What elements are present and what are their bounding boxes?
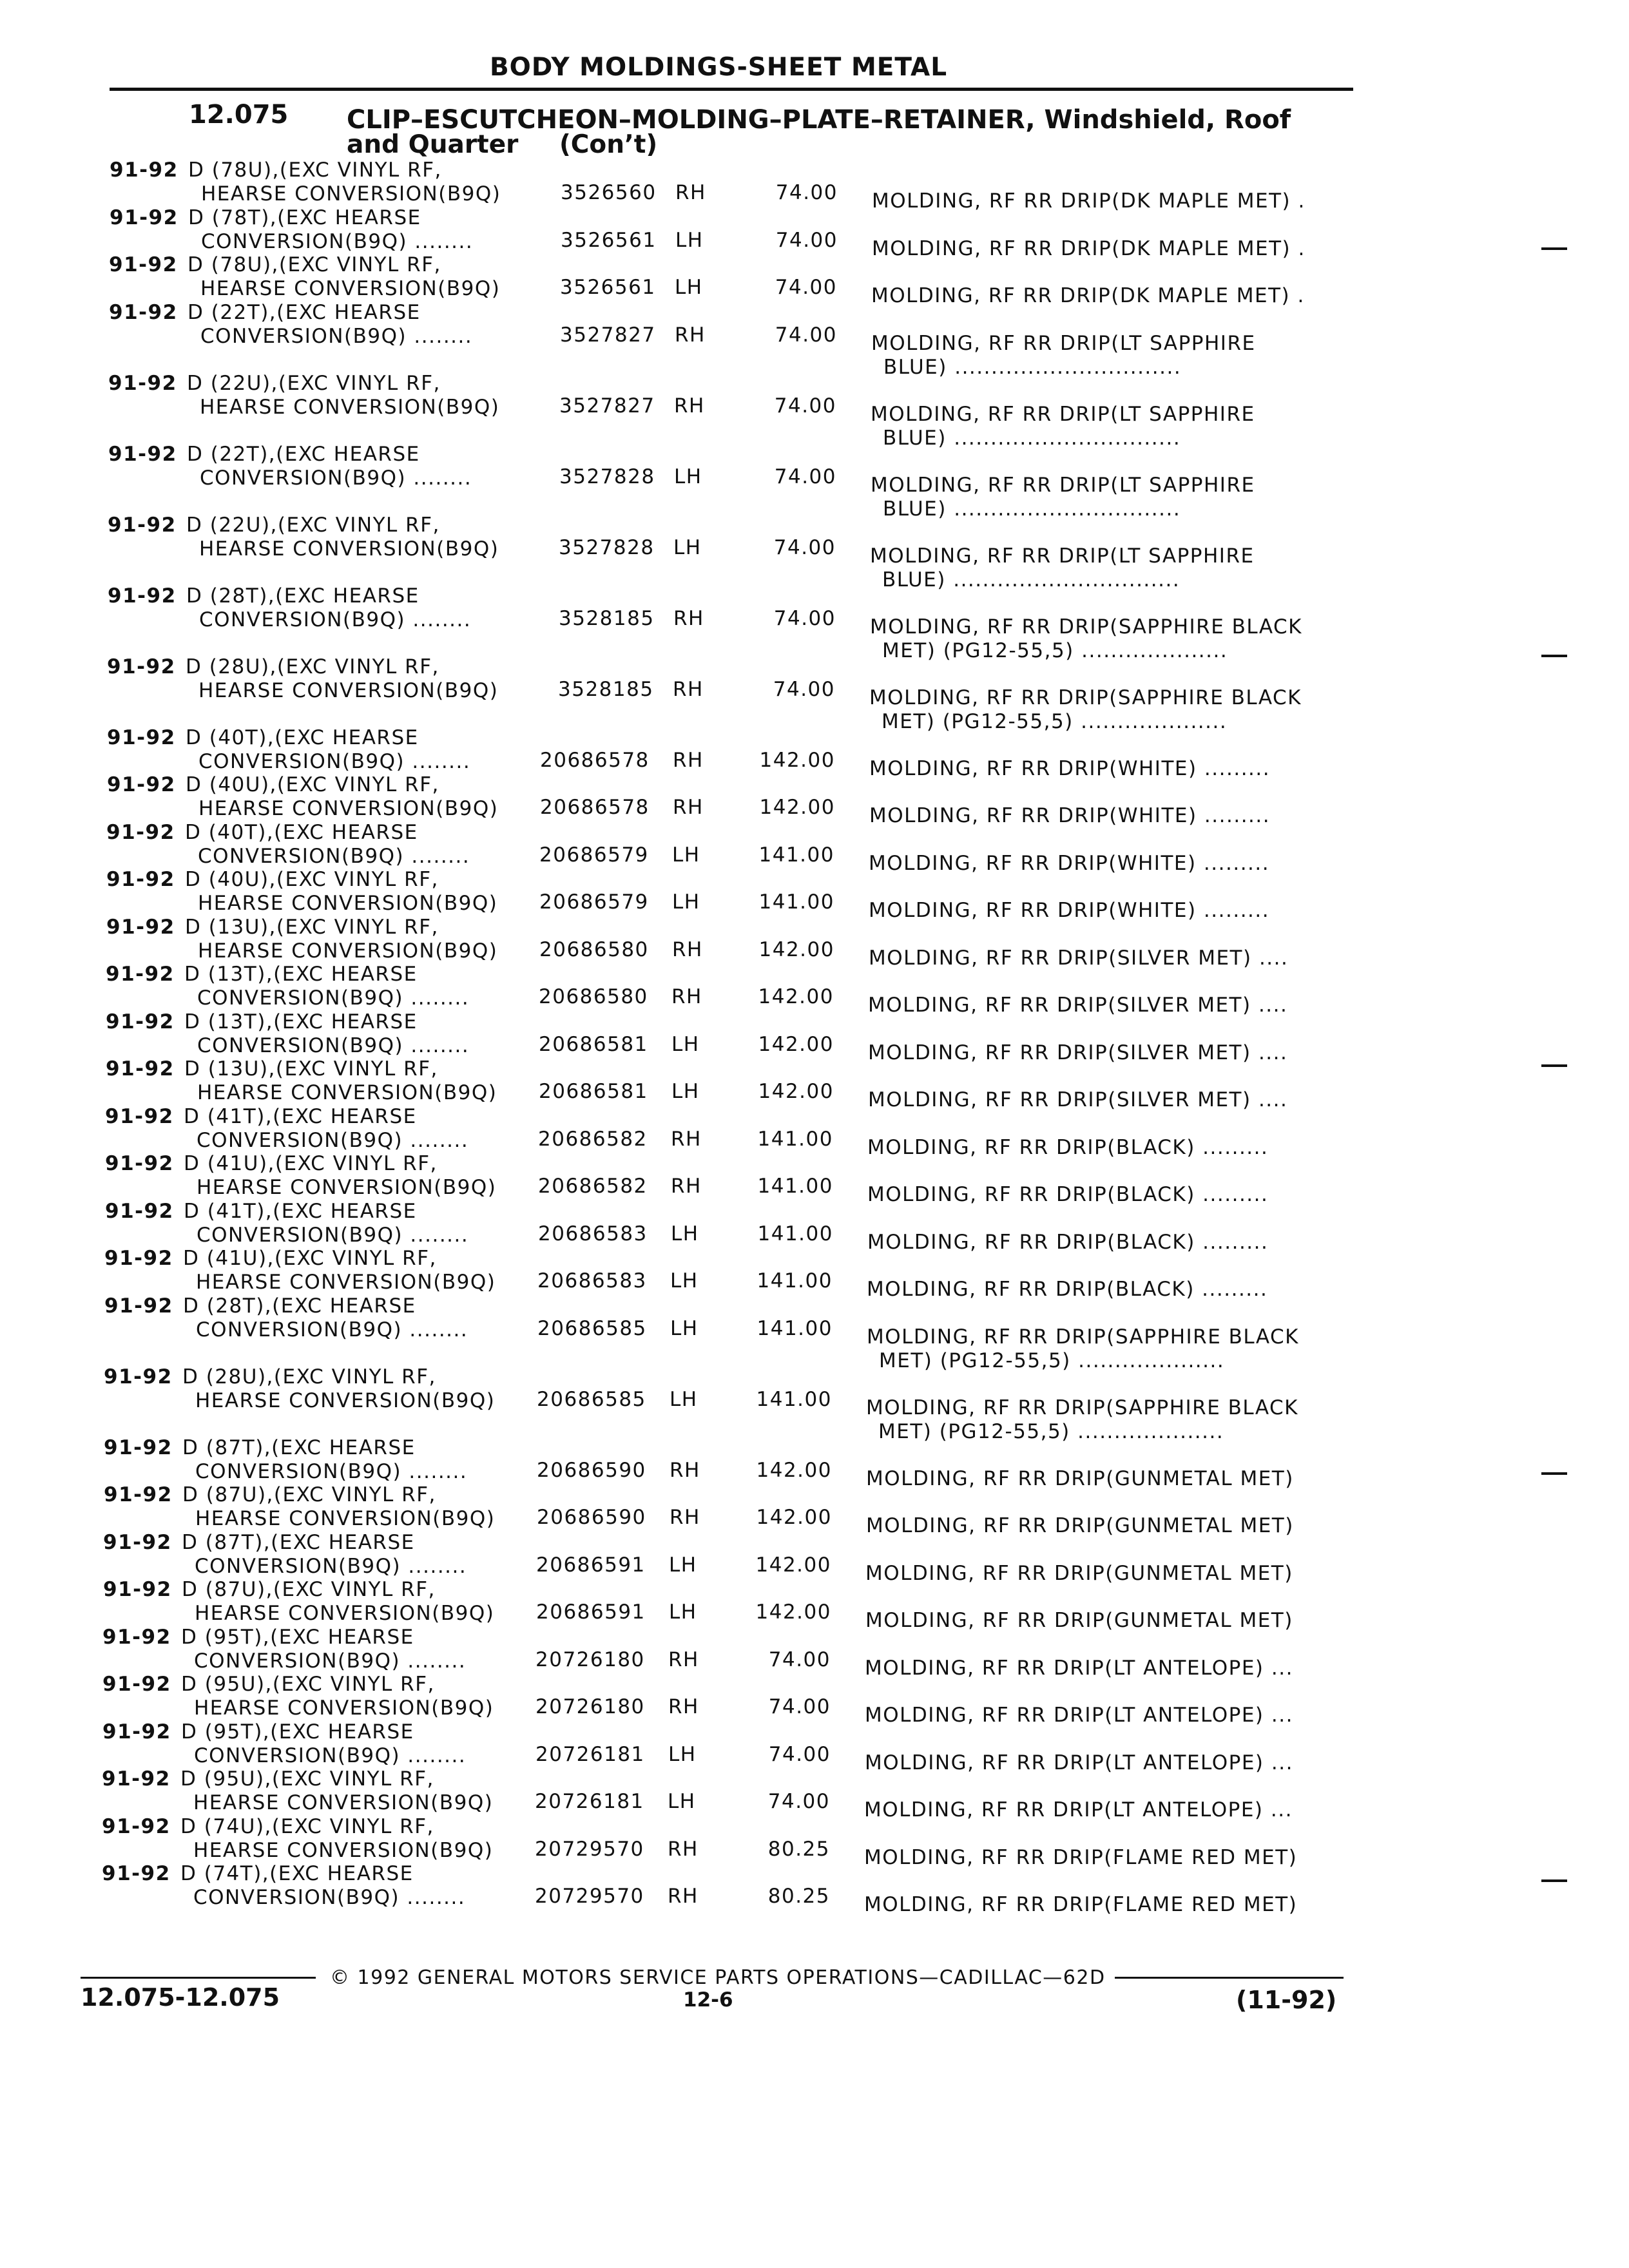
side-code: LH	[671, 1222, 699, 1245]
unit-price: 141.00	[756, 1387, 832, 1411]
application-line-2: HEARSE CONVERSION(B9Q)	[193, 1791, 494, 1814]
part-description-line-1: MOLDING, RF RR DRIP(SAPPHIRE BLACK	[870, 615, 1303, 639]
unit-price: 74.00	[775, 181, 838, 204]
model-year: 91-92	[107, 773, 176, 796]
model-year: 91-92	[110, 159, 178, 182]
application-line-1: D (74U),(EXC VINYL RF,	[180, 1814, 434, 1838]
part-description-line-1: MOLDING, RF RR DRIP(FLAME RED MET)	[864, 1893, 1298, 1916]
side-code: LH	[669, 1600, 697, 1624]
model-year: 91-92	[106, 915, 175, 939]
application-line-1: D (28U),(EXC VINYL RF,	[182, 1365, 436, 1389]
model-year: 91-92	[106, 1010, 175, 1033]
part-number: 20686590	[537, 1458, 646, 1482]
part-number: 20686583	[537, 1269, 647, 1293]
model-year: 91-92	[108, 371, 177, 395]
unit-price: 142.00	[759, 748, 835, 772]
part-description-line-1: MOLDING, RF RR DRIP(LT SAPPHIRE	[870, 544, 1255, 568]
application-line-1: D (87U),(EXC VINYL RF,	[182, 1483, 436, 1506]
model-year: 91-92	[108, 513, 177, 537]
part-description-line-1: MOLDING, RF RR DRIP(BLACK) .........	[867, 1278, 1268, 1301]
application-line-2: CONVERSION(B9Q) ........	[197, 1223, 469, 1247]
unit-price: 141.00	[757, 1269, 833, 1293]
part-number: 20686579	[539, 843, 649, 867]
unit-price: 74.00	[774, 394, 836, 418]
model-year: 91-92	[110, 206, 178, 229]
application-line-2: HEARSE CONVERSION(B9Q)	[198, 797, 499, 820]
header-rule	[110, 88, 1353, 91]
application-line-2: HEARSE CONVERSION(B9Q)	[201, 182, 501, 206]
model-year: 91-92	[104, 1365, 173, 1389]
application-line-1: D (22U),(EXC VINYL RF,	[187, 371, 441, 395]
part-description-line-1: MOLDING, RF RR DRIP(BLACK) .........	[867, 1135, 1269, 1159]
model-year: 91-92	[103, 1530, 172, 1554]
application-line-2: CONVERSION(B9Q) ........	[198, 749, 471, 773]
unit-price: 142.00	[755, 1553, 831, 1577]
application-line-2: CONVERSION(B9Q) ........	[200, 466, 472, 490]
part-number: 20726180	[535, 1695, 645, 1718]
unit-price: 74.00	[773, 677, 835, 701]
side-code: LH	[675, 228, 704, 252]
application-line-2: HEARSE CONVERSION(B9Q)	[197, 1176, 497, 1199]
part-number: 20686581	[539, 1032, 648, 1056]
model-year: 91-92	[105, 1152, 174, 1175]
unit-price: 141.00	[758, 890, 834, 914]
unit-price: 74.00	[775, 323, 837, 347]
unit-price: 74.00	[768, 1648, 831, 1671]
model-year: 91-92	[104, 1294, 173, 1318]
part-description-line-1: MOLDING, RF RR DRIP(GUNMETAL MET)	[866, 1514, 1294, 1537]
unit-price: 141.00	[757, 1222, 833, 1245]
part-description-line-2: MET) (PG12-55,5) ....................	[878, 1419, 1224, 1443]
model-year: 91-92	[105, 1104, 174, 1128]
part-description-line-1: MOLDING, RF RR DRIP(DK MAPLE MET) .	[872, 236, 1306, 260]
application-line-2: HEARSE CONVERSION(B9Q)	[199, 537, 499, 561]
part-number: 3526560	[561, 181, 657, 204]
application-line-2: CONVERSION(B9Q) ........	[194, 1744, 467, 1767]
part-description-line-1: MOLDING, RF RR DRIP(GUNMETAL MET)	[865, 1609, 1293, 1632]
part-number: 20729570	[535, 1885, 644, 1908]
side-code: RH	[668, 1837, 699, 1861]
part-description-line-1: MOLDING, RF RR DRIP(LT SAPPHIRE	[871, 473, 1255, 497]
part-number: 20726181	[535, 1790, 644, 1813]
application-line-2: CONVERSION(B9Q) ........	[199, 608, 472, 631]
model-year: 91-92	[102, 1767, 171, 1791]
side-code: RH	[673, 796, 704, 819]
application-line-2: CONVERSION(B9Q) ........	[196, 1318, 468, 1341]
section-subtitle-text: and Quarter	[347, 130, 519, 159]
application-line-2: CONVERSION(B9Q) ........	[195, 1554, 467, 1578]
side-code: LH	[674, 465, 702, 488]
application-line-1: D (13T),(EXC HEARSE	[184, 1010, 418, 1033]
part-description-line-1: MOLDING, RF RR DRIP(DK MAPLE MET) .	[871, 284, 1305, 307]
model-year: 91-92	[106, 1057, 175, 1081]
part-description-line-2: BLUE) ...............................	[883, 426, 1181, 450]
application-line-1: D (78U),(EXC VINYL RF,	[188, 159, 442, 182]
part-number: 20729570	[535, 1837, 644, 1861]
application-line-1: D (74T),(EXC HEARSE	[180, 1862, 414, 1885]
footer-section-range: 12.075-12.075	[81, 1983, 280, 2012]
part-number: 20686578	[540, 796, 650, 819]
part-description-line-1: MOLDING, RF RR DRIP(SILVER MET) ....	[868, 1041, 1288, 1064]
part-number: 20686585	[537, 1387, 646, 1411]
part-number: 20686591	[536, 1600, 646, 1624]
part-number: 3527827	[560, 323, 656, 347]
unit-price: 142.00	[758, 937, 834, 961]
part-description-line-1: MOLDING, RF RR DRIP(SAPPHIRE BLACK	[869, 686, 1302, 709]
application-line-1: D (78T),(EXC HEARSE	[188, 206, 421, 229]
side-code: RH	[668, 1695, 699, 1718]
unit-price: 142.00	[758, 1032, 834, 1056]
side-code: LH	[671, 1080, 700, 1103]
application-line-2: CONVERSION(B9Q) ........	[201, 229, 474, 253]
part-number: 20686582	[538, 1175, 648, 1198]
model-year: 91-92	[102, 1673, 171, 1696]
part-description-line-1: MOLDING, RF RR DRIP(WHITE) .........	[869, 804, 1271, 827]
part-number: 20686585	[537, 1316, 647, 1340]
model-year: 91-92	[108, 584, 177, 608]
application-line-2: HEARSE CONVERSION(B9Q)	[195, 1389, 496, 1412]
unit-price: 74.00	[768, 1742, 831, 1766]
unit-price: 74.00	[767, 1790, 830, 1813]
footer-date-code: (11-92)	[1236, 1986, 1337, 2014]
application-line-1: D (87U),(EXC VINYL RF,	[182, 1578, 436, 1601]
application-line-2: HEARSE CONVERSION(B9Q)	[198, 892, 498, 915]
unit-price: 141.00	[758, 843, 834, 867]
side-code: LH	[672, 843, 700, 867]
part-number: 20686578	[540, 748, 650, 772]
part-number: 20686583	[538, 1222, 648, 1245]
side-code: LH	[672, 890, 700, 914]
part-number: 20726181	[535, 1742, 645, 1766]
side-code: LH	[670, 1269, 699, 1293]
part-description-line-1: MOLDING, RF RR DRIP(BLACK) .........	[867, 1230, 1269, 1254]
part-description-line-1: MOLDING, RF RR DRIP(LT SAPPHIRE	[871, 402, 1255, 426]
unit-price: 142.00	[759, 796, 835, 819]
side-code: RH	[671, 1127, 702, 1151]
application-line-2: HEARSE CONVERSION(B9Q)	[200, 277, 501, 300]
unit-price: 141.00	[757, 1127, 833, 1151]
part-description-line-1: MOLDING, RF RR DRIP(SILVER MET) ....	[869, 946, 1289, 970]
part-description-line-1: MOLDING, RF RR DRIP(LT ANTELOPE) ...	[865, 1656, 1293, 1680]
part-description-line-1: MOLDING, RF RR DRIP(WHITE) .........	[869, 851, 1270, 875]
application-line-2: HEARSE CONVERSION(B9Q)	[196, 1271, 496, 1294]
side-code: RH	[673, 606, 704, 630]
application-line-2: CONVERSION(B9Q) ........	[197, 986, 470, 1010]
application-line-2: HEARSE CONVERSION(B9Q)	[195, 1602, 495, 1625]
model-year: 91-92	[104, 1483, 173, 1506]
application-line-2: CONVERSION(B9Q) ........	[194, 1649, 467, 1673]
side-code: RH	[668, 1648, 699, 1671]
application-line-1: D (13U),(EXC VINYL RF,	[185, 915, 439, 939]
model-year: 91-92	[106, 963, 175, 986]
section-continued-label: (Con’t)	[559, 130, 658, 159]
application-line-2: CONVERSION(B9Q) ........	[198, 844, 470, 868]
application-line-1: D (13U),(EXC VINYL RF,	[184, 1057, 438, 1081]
unit-price: 74.00	[775, 276, 837, 299]
part-number: 20686581	[539, 1080, 648, 1103]
application-line-1: D (95U),(EXC VINYL RF,	[180, 1767, 434, 1791]
side-code: RH	[668, 1885, 699, 1908]
side-code: LH	[668, 1742, 697, 1766]
part-number: 20686591	[536, 1553, 646, 1577]
section-subtitle	[347, 130, 657, 159]
model-year: 91-92	[106, 820, 175, 844]
section-number: 12.075	[189, 100, 289, 130]
application-line-1: D (41U),(EXC VINYL RF,	[183, 1247, 437, 1270]
side-code: RH	[674, 394, 705, 418]
application-line-1: D (22T),(EXC HEARSE	[187, 442, 420, 466]
model-year: 91-92	[105, 1199, 174, 1223]
application-line-1: D (41T),(EXC HEARSE	[184, 1199, 417, 1223]
side-code: RH	[671, 985, 702, 1008]
unit-price: 142.00	[756, 1506, 832, 1529]
part-description-line-2: BLUE) ...............................	[883, 355, 1182, 379]
unit-price: 142.00	[755, 1600, 831, 1624]
side-code: RH	[675, 323, 706, 347]
part-description-line-1: MOLDING, RF RR DRIP(SAPPHIRE BLACK	[867, 1325, 1300, 1349]
unit-price: 74.00	[773, 606, 836, 630]
side-code: LH	[671, 1032, 700, 1056]
application-line-1: D (40T),(EXC HEARSE	[186, 726, 419, 749]
part-number: 20686580	[539, 985, 648, 1008]
part-description-line-1: MOLDING, RF RR DRIP(LT ANTELOPE) ...	[865, 1751, 1293, 1774]
margin-tick	[1541, 1879, 1567, 1882]
application-line-2: CONVERSION(B9Q) ........	[195, 1459, 468, 1483]
part-number: 20686590	[537, 1506, 646, 1529]
unit-price: 141.00	[757, 1175, 833, 1198]
part-description-line-2: MET) (PG12-55,5) ....................	[879, 1349, 1225, 1372]
part-number: 3526561	[561, 228, 657, 252]
application-line-2: CONVERSION(B9Q) ........	[193, 1886, 466, 1909]
part-description-line-2: MET) (PG12-55,5) ....................	[882, 639, 1228, 662]
side-code: LH	[675, 276, 703, 299]
section-title: CLIP–ESCUTCHEON–MOLDING–PLATE–RETAINER, Windshield, Roof	[347, 105, 1291, 135]
margin-tick	[1541, 655, 1567, 657]
part-description-line-1: MOLDING, RF RR DRIP(GUNMETAL MET)	[866, 1466, 1294, 1490]
application-line-1: D (40U),(EXC VINYL RF,	[186, 773, 439, 796]
side-code: RH	[671, 1175, 702, 1198]
model-year: 91-92	[102, 1720, 171, 1744]
side-code: LH	[670, 1316, 699, 1340]
unit-price: 142.00	[758, 985, 834, 1008]
model-year: 91-92	[108, 442, 177, 466]
model-year: 91-92	[106, 868, 175, 891]
unit-price: 74.00	[768, 1695, 831, 1718]
model-year: 91-92	[104, 1247, 173, 1270]
part-description-line-1: MOLDING, RF RR DRIP(LT ANTELOPE) ...	[865, 1704, 1293, 1727]
unit-price: 74.00	[774, 465, 836, 488]
part-number: 3526561	[560, 276, 656, 299]
page-title: BODY MOLDINGS-SHEET METAL	[489, 53, 948, 82]
part-number: 3528185	[559, 606, 655, 630]
application-line-1: D (78U),(EXC VINYL RF,	[188, 253, 441, 276]
unit-price: 74.00	[775, 228, 838, 252]
application-line-1: D (28T),(EXC HEARSE	[183, 1294, 416, 1318]
application-line-1: D (28T),(EXC HEARSE	[186, 584, 419, 608]
margin-tick	[1541, 247, 1567, 250]
part-description-line-1: MOLDING, RF RR DRIP(DK MAPLE MET) .	[872, 189, 1306, 213]
application-line-1: D (41U),(EXC VINYL RF,	[184, 1152, 438, 1175]
footer-rule-left	[81, 1977, 316, 1979]
application-line-2: CONVERSION(B9Q) ........	[197, 1033, 470, 1057]
part-number: 20686580	[539, 937, 649, 961]
unit-price: 80.25	[767, 1885, 830, 1908]
part-number: 3527827	[559, 394, 655, 418]
unit-price: 80.25	[767, 1837, 830, 1861]
unit-price: 142.00	[758, 1080, 834, 1103]
part-description-line-1: MOLDING, RF RR DRIP(GUNMETAL MET)	[865, 1561, 1293, 1585]
side-code: LH	[669, 1553, 697, 1577]
part-number: 3528185	[558, 677, 654, 701]
part-description-line-1: MOLDING, RF RR DRIP(BLACK) .........	[867, 1183, 1269, 1206]
model-year: 91-92	[103, 1578, 172, 1601]
application-line-2: CONVERSION(B9Q) ........	[197, 1128, 469, 1152]
model-year: 91-92	[107, 655, 176, 678]
part-description-line-1: MOLDING, RF RR DRIP(SAPPHIRE BLACK	[866, 1396, 1299, 1419]
application-line-2: HEARSE CONVERSION(B9Q)	[200, 395, 500, 419]
part-description-line-2: BLUE) ...............................	[883, 497, 1181, 521]
page-number: 12-6	[683, 1988, 733, 2012]
footer-rule-right	[1115, 1977, 1344, 1979]
application-line-1: D (87T),(EXC HEARSE	[182, 1530, 415, 1554]
side-code: RH	[670, 1458, 700, 1482]
part-number: 20686579	[539, 890, 649, 914]
application-line-2: HEARSE CONVERSION(B9Q)	[198, 939, 498, 963]
part-description-line-1: MOLDING, RF RR DRIP(WHITE) .........	[869, 756, 1271, 780]
application-line-1: D (40U),(EXC VINYL RF,	[185, 868, 439, 891]
part-number: 20726180	[535, 1648, 645, 1671]
unit-price: 74.00	[773, 535, 836, 559]
application-line-1: D (87T),(EXC HEARSE	[182, 1436, 416, 1459]
application-line-1: D (13T),(EXC HEARSE	[184, 963, 418, 986]
side-code: RH	[670, 1506, 700, 1529]
application-line-1: D (22T),(EXC HEARSE	[188, 300, 421, 324]
side-code: LH	[670, 1387, 698, 1411]
model-year: 91-92	[109, 253, 178, 276]
model-year: 91-92	[102, 1814, 171, 1838]
part-number: 20686582	[538, 1127, 648, 1151]
application-line-2: HEARSE CONVERSION(B9Q)	[194, 1696, 494, 1720]
application-line-1: D (95T),(EXC HEARSE	[181, 1720, 414, 1744]
application-line-1: D (41T),(EXC HEARSE	[184, 1104, 417, 1128]
application-line-2: HEARSE CONVERSION(B9Q)	[193, 1838, 494, 1862]
part-number: 3527828	[559, 535, 655, 559]
application-line-1: D (95U),(EXC VINYL RF,	[181, 1673, 435, 1696]
margin-tick	[1541, 1472, 1567, 1475]
copyright-line: © 1992 GENERAL MOTORS SERVICE PARTS OPERATIONS—CADILLAC—62D	[330, 1966, 1106, 1989]
model-year: 91-92	[104, 1436, 173, 1459]
application-line-1: D (95T),(EXC HEARSE	[181, 1625, 414, 1649]
unit-price: 141.00	[757, 1316, 833, 1340]
application-line-1: D (22U),(EXC VINYL RF,	[186, 513, 440, 537]
part-description-line-1: MOLDING, RF RR DRIP(SILVER MET) ....	[868, 994, 1288, 1017]
part-description-line-1: MOLDING, RF RR DRIP(FLAME RED MET)	[864, 1845, 1298, 1869]
part-description-line-1: MOLDING, RF RR DRIP(LT SAPPHIRE	[871, 331, 1256, 355]
side-code: LH	[668, 1790, 696, 1813]
model-year: 91-92	[109, 300, 178, 324]
side-code: RH	[672, 937, 703, 961]
application-line-2: HEARSE CONVERSION(B9Q)	[198, 678, 499, 702]
side-code: LH	[673, 535, 702, 559]
part-description-line-1: MOLDING, RF RR DRIP(LT ANTELOPE) ...	[864, 1798, 1293, 1821]
part-description-line-2: BLUE) ...............................	[882, 568, 1181, 591]
part-description-line-1: MOLDING, RF RR DRIP(SILVER MET) ....	[868, 1088, 1288, 1111]
model-year: 91-92	[107, 726, 176, 749]
margin-tick	[1541, 1064, 1567, 1067]
side-code: RH	[673, 677, 704, 701]
part-number: 3527828	[559, 465, 655, 488]
application-line-1: D (28U),(EXC VINYL RF,	[186, 655, 439, 678]
part-description-line-1: MOLDING, RF RR DRIP(WHITE) .........	[869, 899, 1270, 922]
application-line-2: HEARSE CONVERSION(B9Q)	[195, 1507, 496, 1530]
application-line-1: D (40T),(EXC HEARSE	[185, 820, 418, 844]
part-description-line-2: MET) (PG12-55,5) ....................	[882, 709, 1228, 733]
side-code: RH	[675, 181, 706, 204]
model-year: 91-92	[102, 1625, 171, 1649]
application-line-2: HEARSE CONVERSION(B9Q)	[197, 1081, 497, 1104]
application-line-2: CONVERSION(B9Q) ........	[200, 324, 473, 348]
side-code: RH	[673, 748, 704, 772]
unit-price: 142.00	[756, 1458, 832, 1482]
model-year: 91-92	[102, 1862, 171, 1885]
